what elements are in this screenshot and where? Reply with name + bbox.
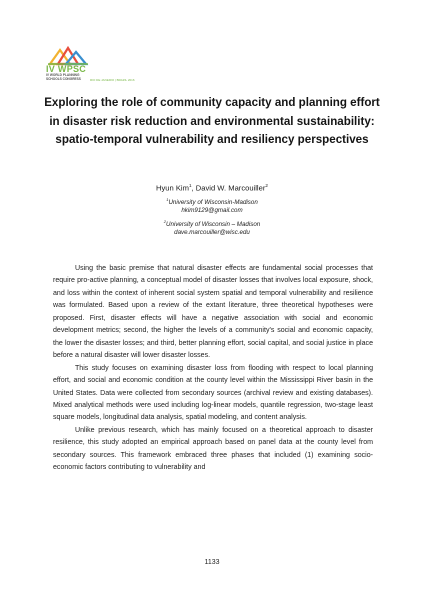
author-superscript: 2 (265, 183, 268, 188)
affiliation-superscript: 2 (163, 219, 167, 224)
page-number: 1133 (204, 559, 220, 566)
affiliation-2 (0, 218, 424, 229)
author-email-1: hkim9129@gmail.com (181, 207, 243, 214)
body-paragraph: Using the basic premise that natural disaster effects are fundamental social processes that require pro-active planning, a conceptual model of disaster losses that involves local exposure, shock, and loss within the context of inherent social system spatial and temporal vulnerability and resilience was formulated. Based upon a review of the extant literature, three theoretical hypotheses were proposed. First, disaster effects will have a negative association with social and economic development metrics; second, the higher the levels of a community's social and economic capacity, the lower the disaster losses; and third, better planning effort, social capital, and social justice in place before a natural disaster will lower disaster losses. (53, 265, 373, 360)
author-email-2: dave.marcouiller@wisc.edu (174, 229, 250, 236)
affiliation-superscript: 1 (166, 197, 169, 202)
affiliation-name: University of Wisconsin-Madison (168, 199, 258, 207)
logo-tagline: RIO DE JANEIRO | BRAZIL 2016 (90, 78, 135, 82)
affiliation-1 (0, 196, 424, 207)
author-separator: , (191, 183, 196, 193)
logo-subtitle: IV WORLD PLANNING SCHOOLS CONGRESS (46, 73, 81, 81)
conference-logo (44, 44, 234, 84)
affiliation-name: University of Wisconsin – Madison (166, 221, 261, 229)
logo-title: IV WPSC (46, 64, 87, 74)
paper-title: Exploring the role of community capacity and planning effort in disaster risk reduction and environmental sustainability: spatio-temporal vulnerability and resiliency perspectives (44, 96, 380, 146)
abstract-body (53, 263, 373, 475)
author-name: David W. Marcouiller (195, 183, 266, 193)
body-paragraph: Unlike previous research, which has mainly focused on a theoretical approach to disaster resilience, this study adopted an empirical approach based on panel data at the county level from secondary sources. This framework embraced three phases that included (1) examining socio-economic factors contributing to vulnerability and (53, 426, 373, 472)
author-name: Hyun Kim (156, 183, 189, 193)
author-superscript: 1 (188, 183, 192, 188)
house-logo-icon (44, 44, 92, 66)
author-line (0, 181, 424, 194)
body-paragraph: This study focuses on examining disaster loss from flooding with respect to local planning effort, and social and economic condition at the county level within the Mississippi River basin in the United States. Data were collected from secondary sources (archival review and existing databases). Mixed analytical methods were used including log-linear models, quantile regression, two-stage least square models, longitudinal data analysis, spatial modeling, and content analysis. (53, 364, 373, 422)
